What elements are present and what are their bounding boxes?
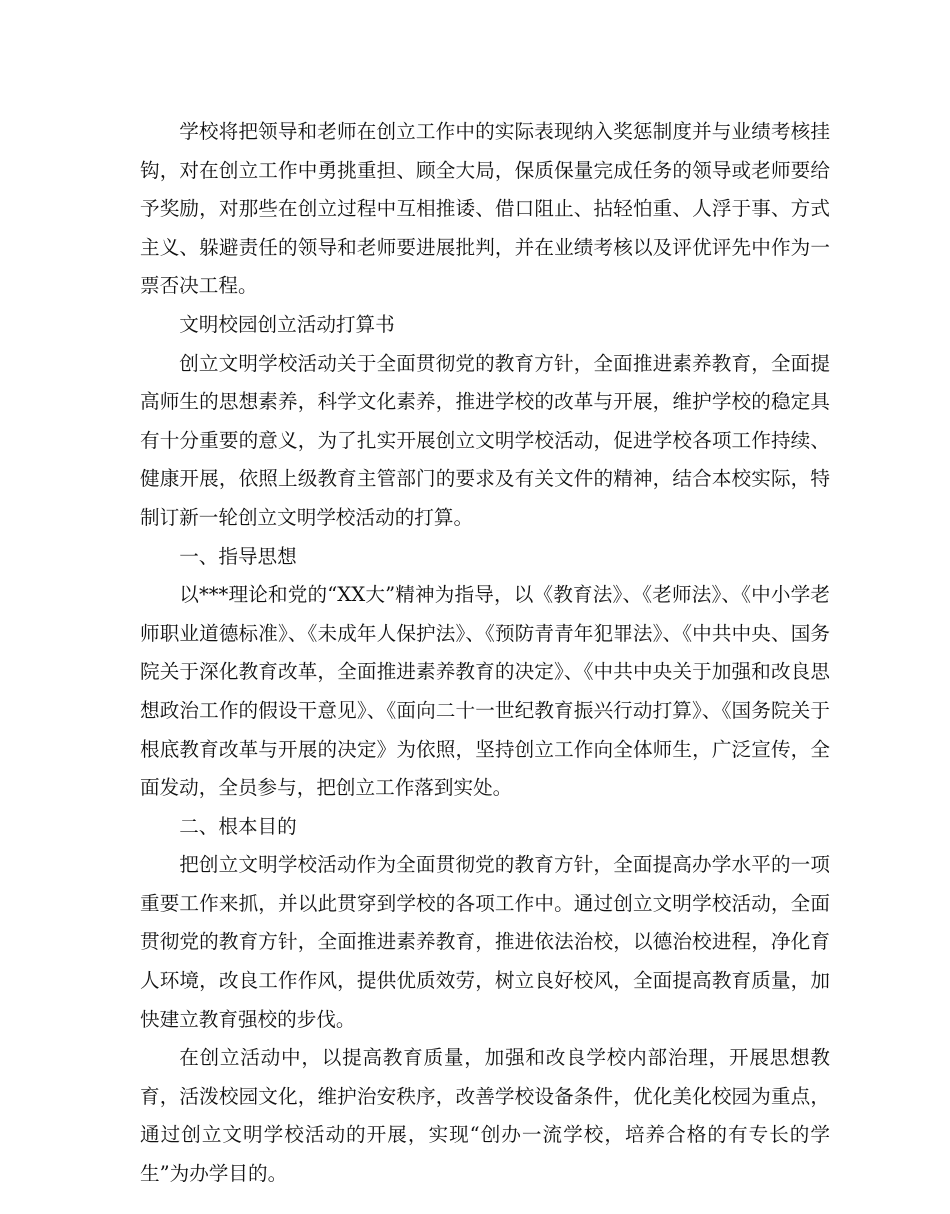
paragraph-fundamental-goal: 把创立文明学校活动作为全面贯彻党的教育方针，全面提高办学水平的一项重要工作来抓，并以此贯穿到学校的各项工作中。通过创立文明学校活动，全面贯彻党的教育方针，全面推进素养教育，推进依法治校，以德治校进程，净化育人环境，改良工作作风，提供优质效劳，树立良好校风，全面提高教育质量，加快建立教育强校的步伐。	[140, 853, 830, 1031]
paragraph-activity-focus: 在创立活动中，以提高教育质量，加强和改良学校内部治理，开展思想教育，活泼校园文化，维护治安秩序，改善学校设备条件，优化美化校园为重点，通过创立文明学校活动的开展，实现“创办一流学校，培养合格的有专长的学生”为办学目的。	[140, 1046, 830, 1186]
section-title-plan: 文明校园创立活动打算书	[179, 312, 395, 336]
paragraph-significance: 创立文明学校活动关于全面贯彻党的教育方针，全面推进素养教育，全面提高师生的思想素养，科学文化素养，推进学校的改革与开展，维护学校的稳定具有十分重要的意义，为了扎实开展创立文明学校活动，促进学校各项工作持续、健康开展，依照上级教育主管部门的要求及有关文件的精神，结合本校实际，特制订新一轮创立文明学校活动的打算。	[140, 351, 830, 529]
document-body	[140, 113, 830, 1194]
section-heading-fundamental-goal: 二、根本目的	[179, 814, 297, 838]
paragraph-guiding-ideology: 以***理论和党的“XX大”精神为指导，以《教育法》、《老师法》、《中小学老师职业道德标准》、《未成年人保护法》、《预防青青年犯罪法》、《中共中央、国务院关于深化教育改革，全面推进素养教育的决定》、《中共中央关于加强和改良思想政治工作的假设干意见》、《面向二十一世纪教育振兴行动打算》、《国务院关于根底教育改革与开展的决定》为依照，坚持创立工作向全体师生，广泛宣传，全面发动，全员参与，把创立工作落到实处。	[140, 583, 830, 800]
paragraph-rewards-policy: 学校将把领导和老师在创立工作中的实际表现纳入奖惩制度并与业绩考核挂钩，对在创立工作中勇挑重担、顾全大局，保质保量完成任务的领导或老师要给予奖励，对那些在创立过程中互相推诿、借口阻止、拈轻怕重、人浮于事、方式主义、躲避责任的领导和老师要进展批判，并在业绩考核以及评优评先中作为一票否决工程。	[140, 120, 830, 298]
section-heading-guiding-ideology: 一、指导思想	[179, 544, 297, 568]
